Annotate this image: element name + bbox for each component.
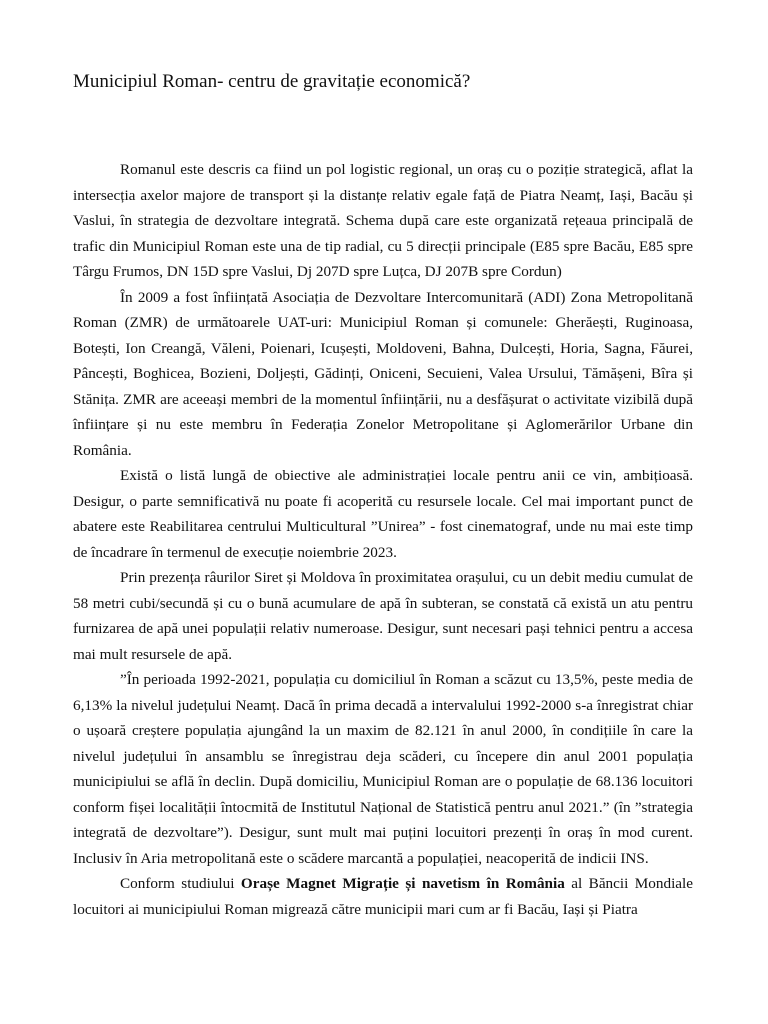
document-body: [73, 157, 693, 922]
document-title: Municipiul Roman- centru de gravitație economică?: [73, 71, 471, 92]
paragraph-water-resources: Prin prezența râurilor Siret și Moldova în proximitatea orașului, cu un debit mediu cumulat de 58 metri cubi/secundă și cu o bună acumulare de apă în subteran, se constată că există un atu pentru furnizarea de apă unei populații relativ numeroase. Desigur, sunt necesari pași tehnici pentru a accesa mai mult resursele de apă.: [73, 569, 693, 663]
paragraph-metropolitan-zone: În 2009 a fost înființată Asociația de Dezvoltare Intercomunitară (ADI) Zona Metropolitană Roman (ZMR) de următoarele UAT-uri: Municipiul Roman și comunele: Gherăești, Ruginoasa, Botești, Ion Creangă, Văleni, Poienari, Icușești, Moldoveni, Bahna, Dulcești, Horia, Sagna, Făurei, Pâncești, Boghicea, Bozieni, Doljești, Gădinți, Oniceni, Secuieni, Valea Ursului, Tămășeni, Bîra și Stănița. ZMR are aceeași membri de la momentul înființării, nu a desfășurat o activitate vizibilă după înființare și nu este membru în Federația Zonelor Metropolitane și Aglomerărilor Urbane din România.: [73, 288, 693, 459]
paragraph-migration-study: [73, 871, 693, 922]
paragraph-population: ”În perioada 1992-2021, populația cu domiciliul în Roman a scăzut cu 13,5%, peste media de 6,13% la nivelul județului Neamț. Dacă în prima decadă a intervalului 1992-2000 s-a înregistrat chiar o ușoară creștere populația ajungând la un maxim de 82.121 în anul 2000, în condițiile în care la nivelul județului în ansamblu se înregistrau deja scăderi, cu începere din anul 2001 populația municipiului se află în declin. După domiciliu, Municipiul Roman are o populație de 68.136 locuitori conform fișei localității întocmită de Institutul Național de Statistică pentru anul 2021.” (în ”strategia integrată de dezvoltare”). Desigur, sunt mult mai puțini locuitori prezenți în oraș în mod curent. Inclusiv în Aria metropolitană este o scădere marcantă a populației, neacoperită de indicii INS.: [73, 671, 693, 867]
migration-study-intro: Conform studiului: [120, 875, 241, 892]
paragraph-objectives: Există o listă lungă de obiective ale administrației locale pentru anii ce vin, ambițioasă. Desigur, o parte semnificativă nu poate fi acoperită cu resursele locale. Cel mai important punct de abatere este Reabilitarea centrului Multicultural ”Unirea” - fost cinematograf, unde nu mai este timp de încadrare în termenul de execuție noiembrie 2023.: [73, 467, 693, 561]
paragraph-location: Romanul este descris ca fiind un pol logistic regional, un oraș cu o poziție strategică, aflat la intersecția axelor majore de transport și la distanțe relativ egale față de Piatra Neamț, Iași, Bacău și Vaslui, în strategia de dezvoltare integrată. Schema după care este organizată rețeaua principală de trafic din Municipiul Roman este una de tip radial, cu 5 direcții principale (E85 spre Bacău, E85 spre Târgu Frumos, DN 15D spre Vaslui, Dj 207D spre Luțca, DJ 207B spre Cordun): [73, 161, 693, 280]
study-title: Orașe Magnet Migrație și navetism în România: [240, 875, 565, 892]
migration-study-text: al Băncii Mondiale locuitori ai municipiului Roman migrează către municipii mari cum ar fi Bacău, Iași și Piatra: [73, 875, 693, 918]
